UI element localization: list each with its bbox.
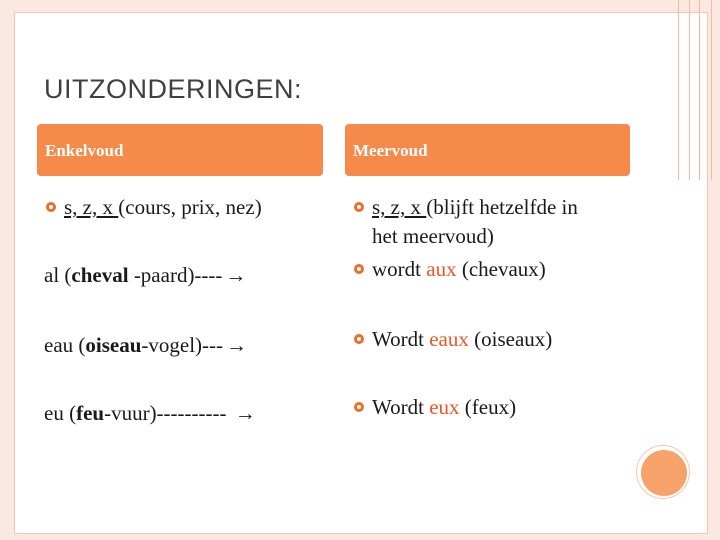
header-meervoud: Meervoud xyxy=(345,124,630,176)
left-row-3-suffix: -vogel)--- xyxy=(141,333,224,357)
bullet-icon xyxy=(354,334,364,344)
header-enkelvoud: Enkelvoud xyxy=(37,124,323,176)
arrow-icon: → xyxy=(225,263,247,287)
underlined-letters: s, z, x xyxy=(372,195,427,219)
left-row-3-prefix: eau ( xyxy=(44,333,86,357)
right-row-2-ending: aux xyxy=(426,257,457,281)
underlined-letters: s, z, x xyxy=(64,195,119,219)
decorative-circle xyxy=(641,450,687,496)
left-row-2-prefix: al ( xyxy=(44,263,72,287)
right-row-3 xyxy=(372,327,552,352)
bullet-icon xyxy=(354,402,364,412)
bullet-icon xyxy=(354,202,364,212)
left-row-3-word: oiseau xyxy=(85,333,142,357)
bullet-icon xyxy=(354,264,364,274)
left-row-2-suffix: -paard)---- xyxy=(128,263,223,287)
left-row-2-word: cheval xyxy=(71,263,129,287)
right-row-2-prefix: wordt xyxy=(372,257,427,281)
right-row-3-prefix: Wordt xyxy=(372,327,430,351)
right-row-1-rule: (blijft hetzelfde in xyxy=(426,195,578,219)
right-row-4 xyxy=(372,395,516,420)
decorative-stripes xyxy=(678,0,712,180)
right-row-4-ending: eux xyxy=(429,395,460,419)
left-row-3 xyxy=(44,333,247,358)
arrow-icon: → xyxy=(226,333,248,357)
right-row-3-example: (oiseaux) xyxy=(468,327,553,351)
left-row-1-examples: (cours, prix, nez) xyxy=(118,195,262,219)
right-row-4-example: (feux) xyxy=(459,395,517,419)
right-row-4-prefix: Wordt xyxy=(372,395,430,419)
left-row-4-word: feu xyxy=(76,401,105,425)
left-row-2 xyxy=(44,263,246,288)
arrow-icon: → xyxy=(234,401,256,425)
right-row-1-line2: het meervoud) xyxy=(372,224,494,248)
left-row-4 xyxy=(44,401,256,426)
right-row-1 xyxy=(372,195,578,220)
left-row-1 xyxy=(64,195,262,220)
left-row-4-prefix: eu ( xyxy=(44,401,77,425)
right-row-2 xyxy=(372,257,546,282)
bullet-icon xyxy=(46,202,56,212)
right-row-3-ending: eaux xyxy=(429,327,469,351)
left-row-4-suffix: -vuur)---------- xyxy=(104,401,232,425)
right-row-2-example: (chevaux) xyxy=(456,257,546,281)
slide-title: UITZONDERINGEN: xyxy=(44,74,303,104)
